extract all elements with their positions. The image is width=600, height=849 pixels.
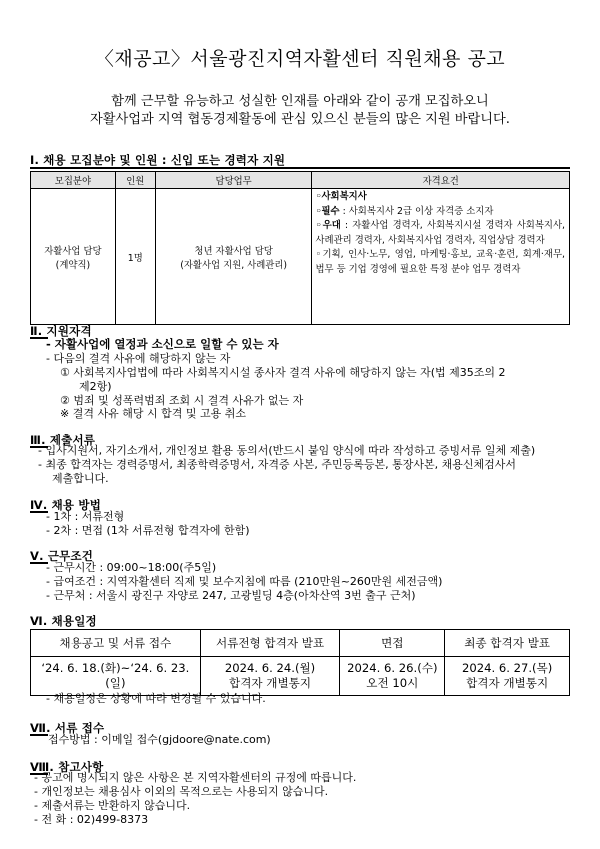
section-7-heading: Ⅶ. 서류 접수 bbox=[30, 721, 105, 735]
req-preferred bbox=[315, 219, 565, 248]
note-line: - 공고에 명시되지 않은 사항은 본 지역자활센터의 규정에 따릅니다. bbox=[34, 771, 357, 784]
duty-text: (자활사업 지원, 사례관리) bbox=[180, 259, 288, 271]
qualification-line: 제2항) bbox=[79, 380, 112, 393]
req-other: ◦기획, 인사·노무, 영업, 마케팅·홍보, 교육·훈련, 회계·재무, 법무 등 기업 경영에 필요한 특정 분야 업무 경력자 bbox=[315, 249, 565, 275]
qualification-line: ① 사회복지사업법에 따라 사회복지시설 종사자 결격 사유에 해당하지 않는 자(법 제35조의 2 bbox=[60, 366, 506, 379]
qualification-line: - 자활사업에 열정과 소신으로 일할 수 있는 자 bbox=[46, 337, 279, 351]
schedule-cell bbox=[445, 657, 570, 696]
schedule-text: 2024. 6. 27.(목) bbox=[461, 661, 553, 675]
note-line: - 개인정보는 채용심사 이외의 목적으로는 사용되지 않습니다. bbox=[34, 785, 329, 798]
requirements-cell bbox=[312, 189, 570, 325]
documents-line: - 입사지원서, 자기소개서, 개인정보 활용 동의서(반드시 붙임 양식에 따라 작성하고 증빙서류 일체 제출) bbox=[38, 444, 536, 457]
schedule-header: 면접 bbox=[340, 630, 445, 657]
field-text: 자활사업 담당 bbox=[44, 245, 102, 257]
document-title: 〈재공고〉서울광진지역자활센터 직원채용 공고 bbox=[94, 48, 506, 70]
section-1-heading: Ⅰ. 채용 모집분야 및 인원 : 신입 또는 경력자 지원 bbox=[30, 153, 286, 167]
section-divider bbox=[30, 167, 570, 169]
schedule-text: 2024. 6. 24.(월) bbox=[224, 661, 316, 675]
section-3-heading: Ⅲ. 제출서류 bbox=[30, 433, 96, 447]
schedule-table bbox=[30, 629, 570, 696]
schedule-note: - 채용일정은 상황에 따라 변경될 수 있습니다. bbox=[46, 692, 266, 705]
section-divider bbox=[30, 734, 48, 736]
schedule-cell bbox=[340, 657, 445, 696]
section-5-heading: Ⅴ. 근무조건 bbox=[30, 549, 94, 563]
schedule-cell bbox=[200, 657, 340, 696]
phone-line: - 전 화 : 02)499-8373 bbox=[34, 813, 149, 826]
schedule-text: 2024. 6. 26.(수) bbox=[347, 661, 438, 675]
schedule-header: 서류전형 합격자 발표 bbox=[200, 630, 340, 657]
req-required bbox=[315, 205, 565, 220]
condition-line: - 근무처 : 서울시 광진구 자양로 247, 고광빌딩 4층(아차산역 3번 출구 근처) bbox=[46, 589, 416, 602]
section-2-heading: Ⅱ. 지원자격 bbox=[30, 324, 92, 338]
method-line: - 1차 : 서류전형 bbox=[46, 510, 125, 523]
schedule-text: 합격자 개별통지 bbox=[229, 676, 312, 690]
section-8-heading: Ⅷ. 참고사항 bbox=[30, 760, 104, 774]
duty-cell bbox=[155, 189, 312, 325]
qualification-line: - 다음의 결격 사유에 해당하지 않는 자 bbox=[46, 352, 231, 365]
intro-line: 함께 근무할 유능하고 성실한 인재를 아래와 같이 공개 모집하오니 bbox=[111, 94, 489, 109]
qualification-line: ※ 결격 사유 해당 시 합격 및 고용 취소 bbox=[60, 407, 246, 420]
condition-line: - 급여조건 : 지역자활센터 직제 및 보수지침에 따름 (210만원~260만원 세전금액) bbox=[46, 575, 443, 588]
field-text: (계약직) bbox=[55, 259, 91, 271]
intro-line: 자활사업과 지역 협동경제활동에 관심 있으신 분들의 많은 지원 바랍니다. bbox=[90, 112, 510, 127]
count-cell: 1명 bbox=[115, 189, 155, 325]
documents-line: 제출합니다. bbox=[52, 472, 109, 485]
schedule-header: 최종 합격자 발표 bbox=[445, 630, 570, 657]
req-text: : 사회복지사 2급 이상 자격증 소지자 bbox=[339, 205, 494, 217]
table-header: 자격요건 bbox=[312, 172, 570, 189]
documents-line: - 최종 합격자는 경력증명서, 최종학력증명서, 자격증 사본, 주민등록등본, 통장사본, 채용신체검사서 bbox=[38, 458, 516, 471]
section-4-heading: Ⅳ. 채용 방법 bbox=[30, 498, 102, 512]
field-cell bbox=[31, 189, 116, 325]
req-label: ◦필수 bbox=[315, 205, 340, 217]
schedule-text: 오전 10시 bbox=[366, 676, 419, 690]
req-title: ◦사회복지사 bbox=[315, 191, 367, 202]
table-header: 담당업무 bbox=[155, 172, 312, 189]
duty-text: 청년 자활사업 담당 bbox=[194, 245, 273, 257]
section-6-heading: Ⅵ. 채용일정 bbox=[30, 614, 97, 628]
condition-line: - 근무시간 : 09:00~18:00(주5일) bbox=[46, 561, 217, 574]
req-label: ◦우대 bbox=[315, 220, 341, 231]
submission-line: 접수방법 : 이메일 접수(gjdoore@nate.com) bbox=[48, 733, 271, 746]
schedule-text: 합격자 개별통지 bbox=[466, 676, 549, 690]
table-header: 인원 bbox=[115, 172, 155, 189]
req-text: : 자활사업 경력자, 사회복지시설 경력자 사회복지사, 사례관리 경력자, 사회복지사업 경력자, 직업상담 경력자 bbox=[315, 220, 565, 246]
schedule-header: 채용공고 및 서류 접수 bbox=[31, 630, 201, 657]
method-line: - 2차 : 면접 (1차 서류전형 합격자에 한함) bbox=[46, 524, 250, 537]
schedule-cell: ‘24. 6. 18.(화)~‘24. 6. 23.(일) bbox=[31, 657, 201, 696]
intro-paragraph bbox=[0, 93, 600, 129]
note-line: - 제출서류는 반환하지 않습니다. bbox=[34, 799, 191, 812]
table-header: 모집분야 bbox=[31, 172, 116, 189]
recruitment-table bbox=[30, 171, 570, 325]
qualification-line: ② 범죄 및 성폭력범죄 조회 시 결격 사유가 없는 자 bbox=[60, 394, 304, 407]
